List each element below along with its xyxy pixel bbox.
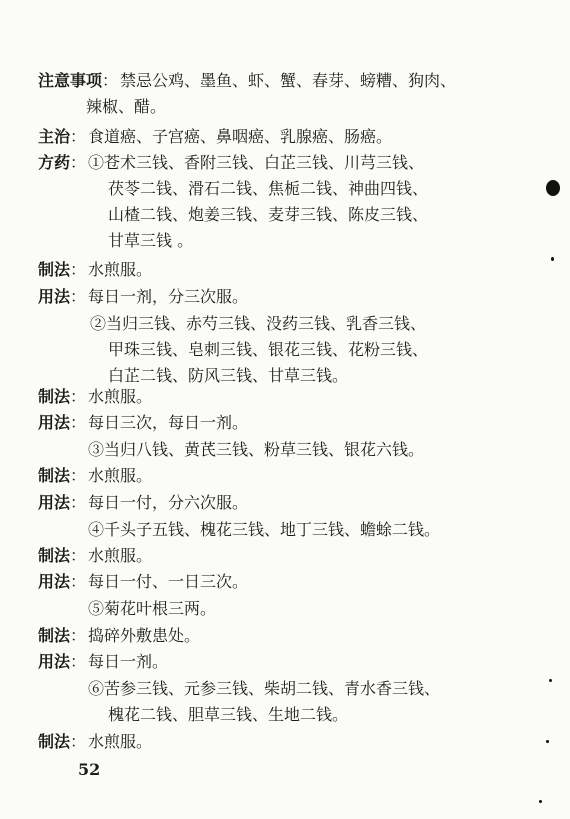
text-line xyxy=(90,314,426,334)
section-label: 用法 xyxy=(38,413,71,432)
ink-blot xyxy=(546,180,560,196)
line-text: 水煎服。 xyxy=(88,387,153,406)
label-separator: ： xyxy=(70,413,87,432)
line-text: 辣椒、醋。 xyxy=(86,97,167,116)
label-separator: ： xyxy=(102,71,119,90)
text-line xyxy=(38,260,152,280)
line-text: 每日三次，每日一剂。 xyxy=(88,413,249,432)
text-line xyxy=(38,413,248,433)
section-label: 用法 xyxy=(38,493,71,512)
text-line xyxy=(38,71,456,91)
line-text: 水煎服。 xyxy=(88,260,153,279)
line-text: 食道癌、子宫癌、鼻咽癌、乳腺癌、肠癌。 xyxy=(88,127,393,146)
section-label: 用法 xyxy=(38,652,71,671)
line-text: 水煎服。 xyxy=(88,732,153,751)
label-separator: ： xyxy=(70,387,87,406)
label-separator: ： xyxy=(70,493,87,512)
line-text: 甘草三钱 。 xyxy=(108,231,194,250)
label-separator: ： xyxy=(70,153,87,172)
section-label: 用法 xyxy=(38,287,71,306)
line-text: 白芷二钱、防风三钱、甘草三钱。 xyxy=(108,366,349,385)
text-line xyxy=(38,466,152,486)
label-separator: ： xyxy=(70,260,87,279)
line-text: 每日一付，分六次服。 xyxy=(88,493,249,512)
section-label: 方药 xyxy=(38,153,71,172)
line-text: ①苍术三钱、香附三钱、白芷三钱、川芎三钱、 xyxy=(88,153,425,172)
line-text: ②当归三钱、赤芍三钱、没药三钱、乳香三钱、 xyxy=(90,314,427,333)
page-number: 52 xyxy=(78,760,101,779)
text-line xyxy=(38,626,200,646)
line-text: 甲珠三钱、皂刺三钱、银花三钱、花粉三钱、 xyxy=(108,340,429,359)
text-line xyxy=(38,127,392,147)
text-line xyxy=(88,520,440,540)
text-line xyxy=(108,340,428,360)
label-separator: ： xyxy=(70,287,87,306)
text-line xyxy=(88,599,216,619)
label-separator: ： xyxy=(70,546,87,565)
line-text: 槐花二钱、胆草三钱、生地二钱。 xyxy=(108,705,349,724)
section-label: 注意事项 xyxy=(38,71,103,90)
line-text: ④千头子五钱、槐花三钱、地丁三钱、蟾蜍二钱。 xyxy=(88,520,441,539)
text-line xyxy=(88,679,440,699)
label-separator: ： xyxy=(70,572,87,591)
text-line xyxy=(38,546,152,566)
section-label: 主治 xyxy=(38,127,71,146)
line-text: 每日一剂，分三次服。 xyxy=(88,287,249,306)
label-separator: ： xyxy=(70,732,87,751)
section-label: 制法 xyxy=(38,732,71,751)
text-line xyxy=(88,440,424,460)
ink-speck xyxy=(539,800,542,803)
line-text: 每日一剂。 xyxy=(88,652,169,671)
line-text: 禁忌公鸡、墨鱼、虾、蟹、春芽、螃糟、狗肉、 xyxy=(120,71,457,90)
line-text: 茯苓二钱、滑石二钱、焦栀二钱、神曲四钱、 xyxy=(108,179,429,198)
text-line xyxy=(38,287,248,307)
text-line xyxy=(38,652,168,672)
section-label: 用法 xyxy=(38,572,71,591)
label-separator: ： xyxy=(70,626,87,645)
section-label: 制法 xyxy=(38,626,71,645)
ink-speck xyxy=(551,257,554,261)
section-label: 制法 xyxy=(38,466,71,485)
line-text: 水煎服。 xyxy=(88,466,153,485)
ink-speck xyxy=(549,679,552,682)
text-line xyxy=(108,366,348,386)
text-line xyxy=(38,387,152,407)
line-text: ⑥苦参三钱、元参三钱、柴胡二钱、青水香三钱、 xyxy=(88,679,441,698)
section-label: 制法 xyxy=(38,260,71,279)
line-text: 山楂二钱、炮姜三钱、麦芽三钱、陈皮三钱、 xyxy=(108,205,429,224)
section-label: 制法 xyxy=(38,387,71,406)
text-line xyxy=(108,179,428,199)
text-line xyxy=(108,205,428,225)
label-separator: ： xyxy=(70,127,87,146)
section-label: 制法 xyxy=(38,546,71,565)
line-text: ③当归八钱、黄芪三钱、粉草三钱、银花六钱。 xyxy=(88,440,425,459)
text-line xyxy=(86,97,166,117)
line-text: ⑤菊花叶根三两。 xyxy=(88,599,217,618)
line-text: 捣碎外敷患处。 xyxy=(88,626,201,645)
line-text: 水煎服。 xyxy=(88,546,153,565)
text-line xyxy=(38,732,152,752)
text-line xyxy=(38,153,424,173)
label-separator: ： xyxy=(70,466,87,485)
text-line xyxy=(38,493,248,513)
label-separator: ： xyxy=(70,652,87,671)
text-line xyxy=(38,572,248,592)
text-line xyxy=(108,705,348,725)
ink-speck xyxy=(546,740,549,743)
line-text: 每日一付、一日三次。 xyxy=(88,572,249,591)
text-line xyxy=(108,231,193,251)
